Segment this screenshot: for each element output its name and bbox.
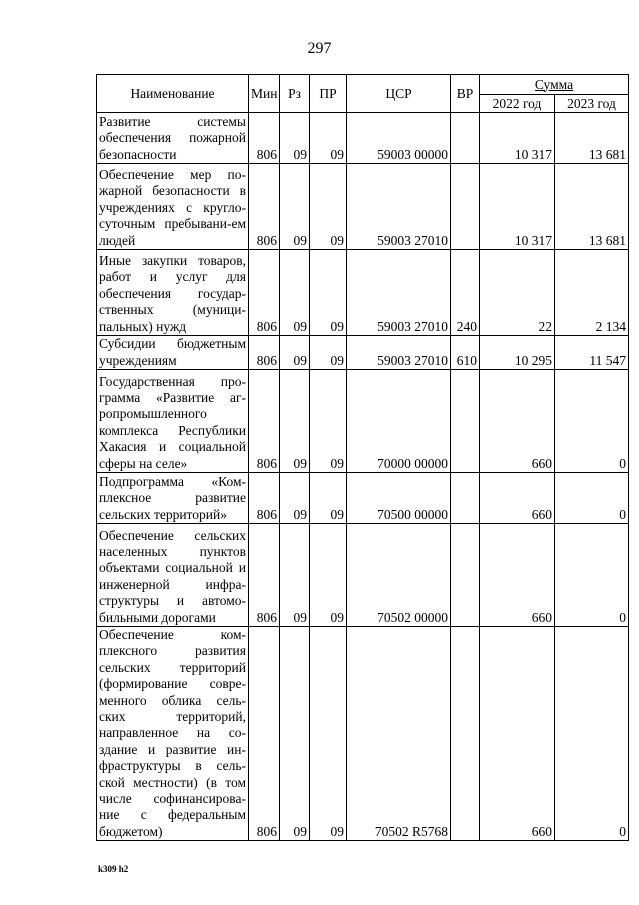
row-csr: 59003 27010 <box>347 250 451 336</box>
row-rz: 09 <box>280 336 310 370</box>
row-vr <box>451 524 480 627</box>
table-row <box>97 627 629 841</box>
row-vr <box>451 113 480 164</box>
row-name: Субсидии бюджетным учреждениям <box>97 336 249 370</box>
page-number: 297 <box>307 40 332 57</box>
row-name: Государственная про-грамма «Развитие аг-ропромышленного комплекса Республики Хакасия и социальной сферы на селе» <box>97 370 249 473</box>
row-amount-2023: 0 <box>555 370 629 473</box>
row-amount-2023: 11 547 <box>555 336 629 370</box>
header-2023: 2023 год <box>555 95 629 113</box>
row-csr: 59003 27010 <box>347 336 451 370</box>
row-vr: 240 <box>451 250 480 336</box>
row-name: Обеспечение сельских населенных пунктов объектами социальной и инженерной инфра-структуры и автомо-бильными дорогами <box>97 524 249 627</box>
row-amount-2022: 10 295 <box>480 336 555 370</box>
row-csr: 70000 00000 <box>347 370 451 473</box>
row-name: Обеспечение мер по-жарной безопасности в учреждениях с кругло-суточным пребывани-ем людей <box>97 164 249 250</box>
row-vr <box>451 370 480 473</box>
row-amount-2022: 10 317 <box>480 164 555 250</box>
header-name: Наименование <box>97 75 249 113</box>
row-csr: 70502 R5768 <box>347 627 451 841</box>
row-rz: 09 <box>280 524 310 627</box>
row-amount-2022: 660 <box>480 627 555 841</box>
header-rz: Рз <box>280 75 310 113</box>
header-min: Мин <box>249 75 280 113</box>
row-pr: 09 <box>310 370 347 473</box>
row-pr: 09 <box>310 336 347 370</box>
row-csr: 59003 00000 <box>347 113 451 164</box>
row-amount-2023: 13 681 <box>555 113 629 164</box>
header-vr: ВР <box>451 75 480 113</box>
row-pr: 09 <box>310 627 347 841</box>
row-vr: 610 <box>451 336 480 370</box>
row-name: Развитие системы обеспечения пожарной безопасности <box>97 113 249 164</box>
row-rz: 09 <box>280 164 310 250</box>
row-amount-2022: 10 317 <box>480 113 555 164</box>
row-rz: 09 <box>280 113 310 164</box>
row-pr: 09 <box>310 113 347 164</box>
row-amount-2023: 0 <box>555 473 629 524</box>
header-2022: 2022 год <box>480 95 555 113</box>
row-min: 806 <box>249 524 280 627</box>
header-sum: Сумма <box>480 75 629 95</box>
header-pr: ПР <box>310 75 347 113</box>
row-rz: 09 <box>280 250 310 336</box>
table-body <box>97 113 629 841</box>
row-min: 806 <box>249 627 280 841</box>
row-amount-2023: 0 <box>555 524 629 627</box>
row-rz: 09 <box>280 473 310 524</box>
table-row <box>97 473 629 524</box>
row-csr: 70502 00000 <box>347 524 451 627</box>
row-min: 806 <box>249 336 280 370</box>
table-row <box>97 113 629 164</box>
row-amount-2023: 13 681 <box>555 164 629 250</box>
budget-table <box>96 74 629 841</box>
row-pr: 09 <box>310 250 347 336</box>
header-csr: ЦСР <box>347 75 451 113</box>
table-row <box>97 250 629 336</box>
row-name: Обеспечение ком-плексного развития сельских территорий (формирование совре-менного облика сель-ских территорий, направленное на со-здание и развитие ин-фраструктуры в сель-ской местности) (в том числе софинансирова-ние с федеральным бюджетом) <box>97 627 249 841</box>
row-vr <box>451 627 480 841</box>
table-row <box>97 370 629 473</box>
row-amount-2023: 0 <box>555 627 629 841</box>
table-row <box>97 524 629 627</box>
table-row <box>97 336 629 370</box>
row-min: 806 <box>249 164 280 250</box>
row-rz: 09 <box>280 627 310 841</box>
row-min: 806 <box>249 370 280 473</box>
row-name: Подпрограмма «Ком-плексное развитие сельских территорий» <box>97 473 249 524</box>
row-vr <box>451 473 480 524</box>
row-name: Иные закупки товаров, работ и услуг для обеспечения государ-ственных (муници-пальных) нужд <box>97 250 249 336</box>
row-amount-2023: 2 134 <box>555 250 629 336</box>
table-row <box>97 164 629 250</box>
row-min: 806 <box>249 250 280 336</box>
row-csr: 59003 27010 <box>347 164 451 250</box>
row-min: 806 <box>249 113 280 164</box>
row-pr: 09 <box>310 164 347 250</box>
row-csr: 70500 00000 <box>347 473 451 524</box>
row-pr: 09 <box>310 473 347 524</box>
row-vr <box>451 164 480 250</box>
row-amount-2022: 660 <box>480 473 555 524</box>
row-pr: 09 <box>310 524 347 627</box>
row-amount-2022: 660 <box>480 524 555 627</box>
footer-code: k309 h2 <box>98 864 129 874</box>
row-min: 806 <box>249 473 280 524</box>
row-rz: 09 <box>280 370 310 473</box>
row-amount-2022: 22 <box>480 250 555 336</box>
row-amount-2022: 660 <box>480 370 555 473</box>
